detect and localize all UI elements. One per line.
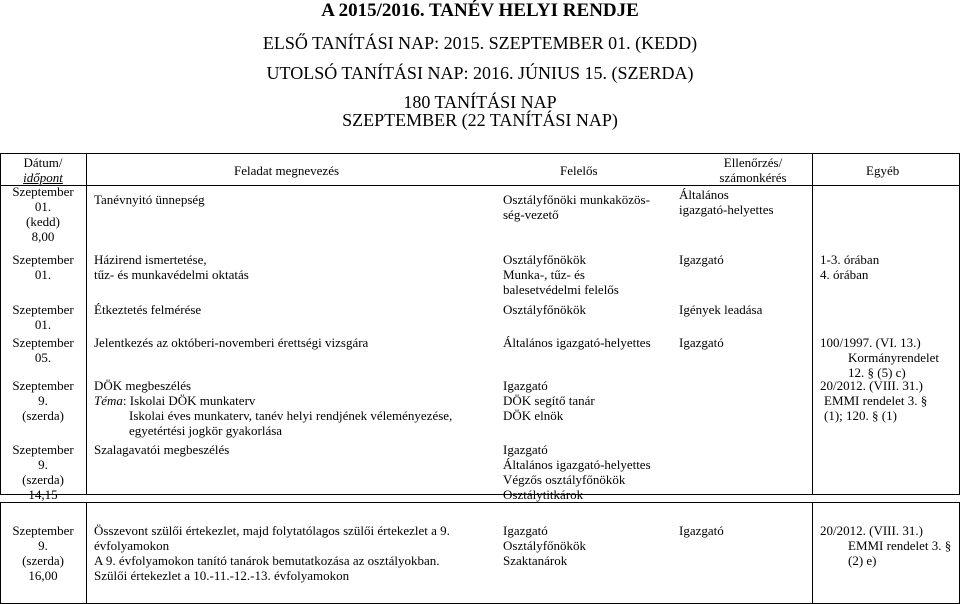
table-row-1-responsible: Osztályfőnöki munkaközös- ség-vezető (503, 192, 650, 222)
table-row-3-responsible: Osztályfőnökök (503, 302, 587, 317)
table-row-1-date: Szeptember 01. (kedd) 8,00 (12, 184, 74, 244)
table-row-4-check: Igazgató (679, 335, 724, 350)
column-border (812, 502, 813, 604)
table-bottom-border (0, 494, 960, 495)
table-row-3-date: Szeptember 01. (12, 302, 74, 332)
last-school-day: UTOLSÓ TANÍTÁSI NAP: 2016. JÚNIUS 15. (SZERDA) (266, 63, 694, 83)
table-row-2-other: 1-3. órában 4. órában (820, 252, 880, 282)
table-row-4-date: Szeptember 05. (12, 335, 74, 365)
col-header-date: Dátum/ időpont (23, 155, 63, 185)
table-row-2-check: Igazgató (679, 252, 724, 267)
col-header-responsible: Felelős (560, 163, 598, 178)
table-row-2-responsible: Osztályfőnökök Munka-, tűz- és balesetvédelmi felelős (503, 252, 619, 297)
table-row-5-task: DÖK megbeszélés Téma: Iskolai DÖK munkaterv Iskolai éves munkaterv, tanév helyi rendjének véleményezése, egyetértési jogkör gyakorlása (94, 378, 453, 438)
table-row-7-date: Szeptember 9. (szerda) 16,00 (12, 523, 74, 583)
table-row-1-check: Általános igazgató-helyettes (679, 187, 774, 217)
column-border (86, 502, 87, 604)
table-row-1-task: Tanévnyitó ünnepség (94, 192, 205, 207)
month-heading: SZEPTEMBER (22 TANÍTÁSI NAP) (342, 110, 618, 130)
col-header-other: Egyéb (866, 163, 900, 178)
table-row-6-responsible: Igazgató Általános igazgató-helyettes Végzős osztályfőnökök Osztálytitkárok (503, 442, 651, 502)
column-border (86, 153, 87, 495)
col-header-task: Feladat megnevezés (234, 163, 340, 178)
table-row-7-check: Igazgató (679, 523, 724, 538)
first-school-day: ELSŐ TANÍTÁSI NAP: 2015. SZEPTEMBER 01. (KEDD) (262, 33, 698, 53)
table-row-6-task: Szalagavatói megbeszélés (94, 442, 230, 457)
table-row-5-date: Szeptember 9. (szerda) (12, 378, 74, 423)
table-row-5-other: 20/2012. (VIII. 31.) EMMI rendelet 3. § (1); 120. § (1) (820, 378, 928, 423)
col-header-check: Ellenőrzés/ számonkérés (719, 155, 787, 185)
header-row-border (0, 185, 960, 186)
school-days-count: 180 TANÍTÁSI NAP (403, 92, 557, 112)
table-row-2-date: Szeptember 01. (12, 252, 74, 282)
table-row-5-responsible: Igazgató DÖK segítő tanár DÖK elnök (503, 378, 595, 423)
column-border (812, 153, 813, 495)
table-row-4-responsible: Általános igazgató-helyettes (503, 335, 651, 350)
table-row-4-task: Jelentkezés az októberi-novemberi érettségi vizsgára (94, 335, 369, 350)
table-top-border (0, 153, 960, 154)
table-row-3-check: Igények leadása (679, 302, 763, 317)
table-row-7-task: Összevont szülői értekezlet, majd folytatólagos szülői értekezlet a 9. évfolyamokon A 9. évfolyamokon tanító tanárok bemutatkozása az osztályokban. Szülői értekezlet a 10.-11.-12.-13. évfolyamokon (94, 523, 450, 583)
table-row-3-task: Étkeztetés felmérése (94, 302, 202, 317)
table-row-7-other: 20/2012. (VIII. 31.) EMMI rendelet 3. § (2) e) (820, 523, 952, 568)
second-table-top-border (0, 502, 960, 503)
table-row-4-other: 100/1997. (VI. 13.) Kormányrendelet 12. § (5) c) (820, 335, 939, 380)
document-title: A 2015/2016. TANÉV HELYI RENDJE (321, 0, 639, 21)
table-row-7-responsible: Igazgató Osztályfőnökök Szaktanárok (503, 523, 587, 568)
table-row-6-date: Szeptember 9. (szerda) 14,15 (12, 442, 74, 502)
table-row-2-task: Házirend ismertetése, tűz- és munkavédelmi oktatás (94, 252, 249, 282)
